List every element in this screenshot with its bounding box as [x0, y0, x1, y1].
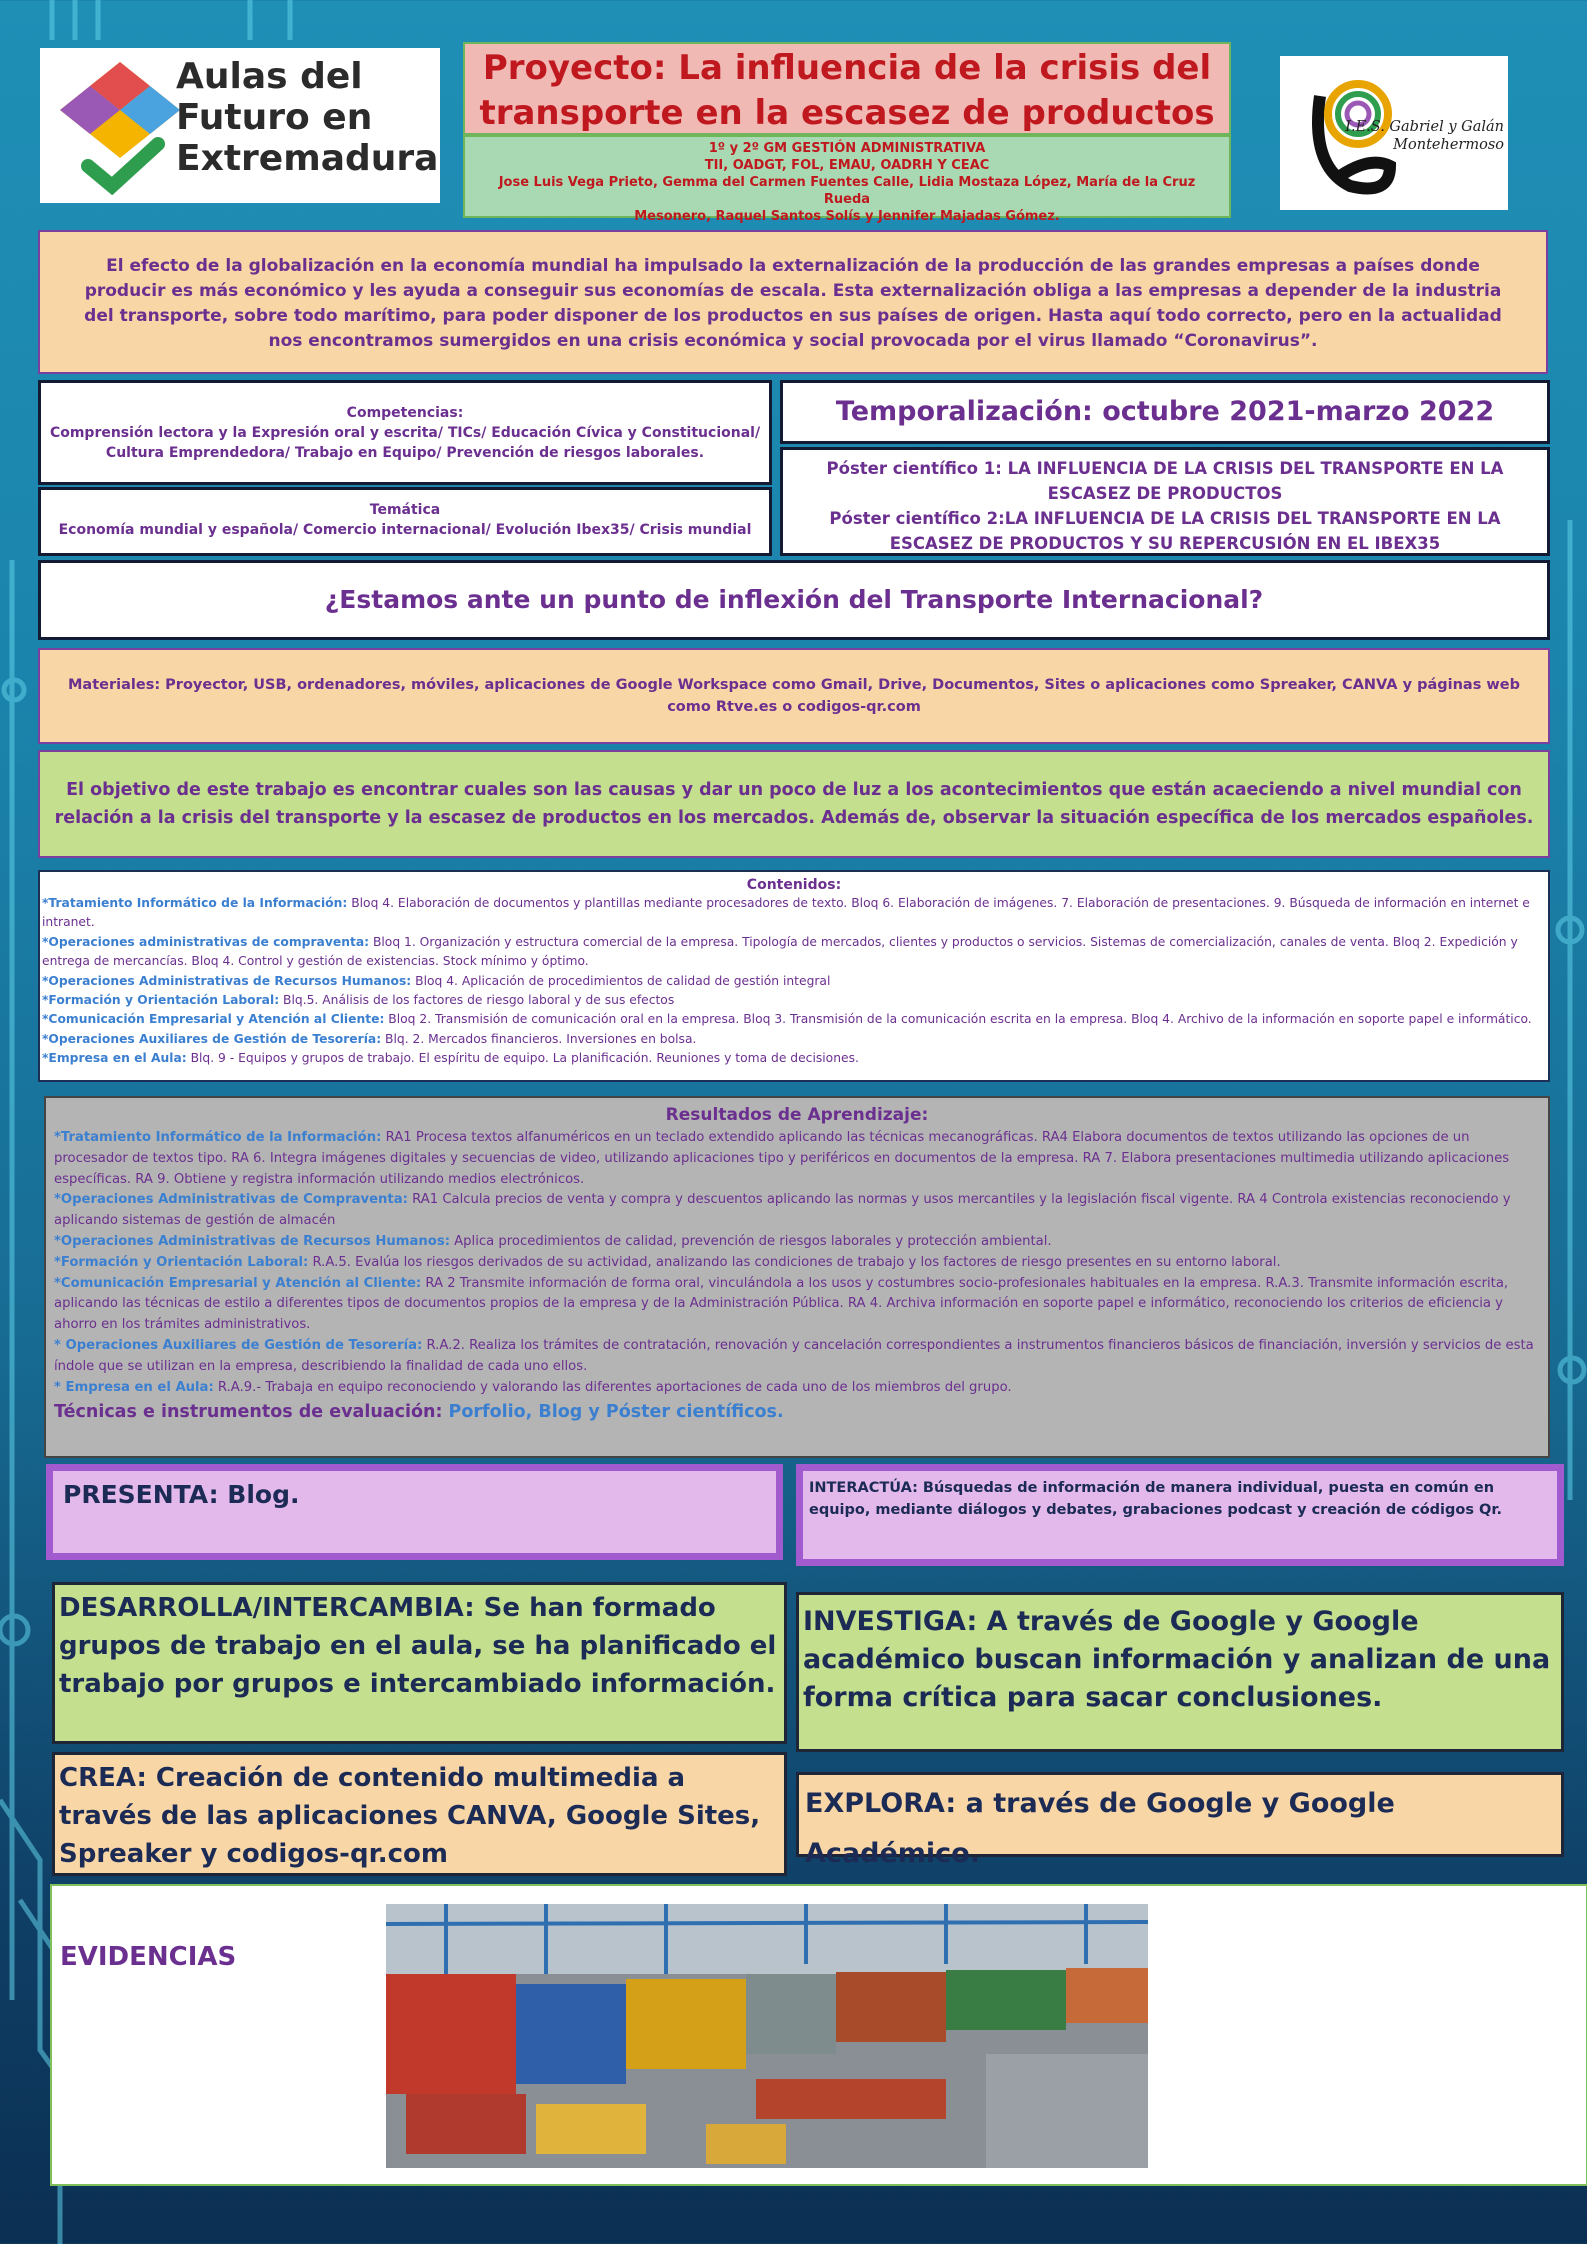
list-item: * Empresa en el Aula: R.A.9.- Trabaja en equipo reconociendo y valorando las diferentes aportaciones de cada uno de los miembros del grupo. [54, 1379, 1012, 1395]
list-item: *Tratamiento Informático de la Información: RA1 Procesa textos alfanuméricos en un teclado extendido aplicando las técnicas mecanográficas. RA4 Elabora documentos de textos utilizando las opciones de un procesador de textos tipo. RA 6. Integra imágenes digitales y secuencias de video, utilizando aplicaciones tipo y periféricos en documentos de la empresa. RA 7. Elabora presentaciones multimedia utilizando aplicaciones específicas. RA 9. Obtiene y registra información utilizando medios electrónicos. [54, 1130, 1510, 1187]
competencias-text: Comprensión lectora y la Expresión oral y escrita/ TICs/ Educación Cívica y Constitucional/ Cultura Emprendedora/ Trabajo en Equipo/ Prevención de riesgos laborales. [49, 425, 761, 461]
project-title-box [463, 42, 1231, 135]
tematica-card [38, 487, 772, 556]
container-port-photo [386, 1904, 1148, 2168]
posters-card [780, 447, 1550, 556]
question-banner [38, 560, 1550, 640]
poster-1-title: Póster científico 1: LA INFLUENCIA DE LA CRISIS DEL TRANSPORTE EN LA ESCASEZ DE PRODUCTOS [826, 459, 1504, 503]
logo-line-1: Aulas del [176, 56, 363, 97]
course-line-2: TII, OADGT, FOL, EMAU, OADRH Y CEAC [704, 158, 990, 173]
list-item: *Operaciones Administrativas de Compraventa: RA1 Calcula precios de venta y compra y descuentos aplicando las normas y usos mercantiles y la legislación fiscal vigente. RA 4 Controla existencias reconociendo y aplicando sistemas de gestión de almacén [54, 1192, 1511, 1229]
list-item: *Operaciones administrativas de compraventa: Bloq 1. Organización y estructura comercial de la empresa. Tipología de mercados, clientes y productos o servicios. Sistemas de comercialización, canales de venta. Bloq 2. Expedición y entrega de mercancías. Bloq 4. Control y gestión de existencias. Stock mínimo y óptimo. [42, 934, 1518, 969]
crea-text: CREA: Creación de contenido multimedia a través de las aplicaciones CANVA, Google Sites, Spreaker y codigos-qr.com [59, 1763, 761, 1869]
logo-line-2: Futuro en [176, 97, 373, 138]
school-town: Montehermoso [1393, 137, 1504, 153]
competencias-card [38, 380, 772, 485]
list-item: *Operaciones Auxiliares de Gestión de Tesorería: Blq. 2. Mercados financieros. Inversiones en bolsa. [42, 1031, 697, 1046]
list-item: *Comunicación Empresarial y Atención al Cliente: Bloq 2. Transmisión de comunicación oral en la empresa. Bloq 3. Transmisión de la comunicación escrita en la empresa. Bloq 4. Archivo de la información en soporte papel e informático. [42, 1012, 1532, 1027]
evidencias-title: EVIDENCIAS [60, 1942, 237, 1972]
intro-text: El efecto de la globalización en la economía mundial ha impulsado la externalización de la producción de las grandes empresas a países donde producir es más económico y les ayuda a conseguir sus economías de escala. Esta externalización obliga a las empresas a depender de la industria del transporte, sobre todo marítimo, para poder disponer de los productos en sus países de origen. Hasta aquí todo correcto, pero en la actualidad nos encontramos sumergidos en una crisis económica y social provocada por el virus llamado “Coronavirus”. [84, 256, 1502, 351]
desarrolla-text: DESARROLLA/INTERCAMBIA: Se han formado grupos de trabajo en el aula, se ha planificado el trabajo por grupos e intercambiado información. [59, 1593, 777, 1699]
materiales-panel [38, 648, 1550, 744]
investiga-block [796, 1592, 1564, 1752]
list-item: *Operaciones Administrativas de Recursos Humanos: Aplica procedimientos de calidad, prevención de riesgos laborales y protección ambiental. [54, 1233, 1052, 1249]
question-text: ¿Estamos ante un punto de inflexión del Transporte Internacional? [324, 585, 1264, 614]
list-item: *Tratamiento Informático de la Información: Bloq 4. Elaboración de documentos y plantillas mediante procesadores de texto. Bloq 6. Elaboración de imágenes. 7. Elaboración de presentaciones. 9. Búsqueda de información en internet e intranet. [42, 896, 1530, 930]
aulas-del-futuro-logo [40, 48, 440, 203]
poster-2-title: Póster científico 2:LA INFLUENCIA DE LA CRISIS DEL TRANSPORTE EN LA ESCASEZ DE PRODUCTOS Y SU REPERCUSIÓN EN EL IBEX35 [829, 509, 1501, 553]
tematica-text: Economía mundial y española/ Comercio internacional/ Evolución Ibex35/ Crisis mundial [58, 522, 752, 538]
title-line-1: Proyecto: La influencia de la crisis del [482, 48, 1212, 88]
explora-block [796, 1772, 1564, 1869]
logo-line-3: Extremadura [176, 138, 439, 179]
resultados-panel [44, 1096, 1550, 1458]
investiga-text: INVESTIGA: A través de Google y Google académico buscan información y analizan de una forma crítica para sacar conclusiones. [803, 1606, 1551, 1713]
authors-box [463, 135, 1231, 224]
interactua-text: INTERACTÚA: Búsquedas de información de manera individual, puesta en común en equipo, mediante diálogos y debates, grabaciones podcast y creación de códigos Qr. [809, 1480, 1502, 1518]
evidencias-panel [50, 1884, 1587, 2186]
resultados-heading: Resultados de Aprendizaje: [665, 1105, 929, 1125]
school-name: I.E.S. Gabriel y Galán [1345, 119, 1504, 135]
list-item: * Operaciones Auxiliares de Gestión de Tesorería: R.A.2. Realiza los trámites de contratación, renovación y cancelación correspondientes a instrumentos financieros básicos de financiación, inversión y servicios de esta índole que se utilizan en la empresa, describiendo la finalidad de cada uno ellos. [54, 1337, 1534, 1374]
explora-text: EXPLORA: a través de Google y Google Académico. [805, 1788, 1395, 1869]
temporalizacion-text: Temporalización: octubre 2021-marzo 2022 [835, 396, 1495, 427]
intro-panel [38, 230, 1548, 374]
presenta-block [46, 1464, 783, 1560]
presenta-text: PRESENTA: Blog. [63, 1480, 300, 1509]
list-item: *Operaciones Administrativas de Recursos Humanos: Bloq 4. Aplicación de procedimientos de calidad de gestión integral [42, 973, 831, 988]
course-line-1: 1º y 2º GM GESTIÓN ADMINISTRATIVA [708, 141, 986, 156]
crea-block [52, 1752, 787, 1876]
competencias-label: Competencias: [346, 405, 464, 421]
materiales-text: Materiales: Proyector, USB, ordenadores, móviles, aplicaciones de Google Workspace como Gmail, Drive, Documentos, Sites o aplicaciones como Spreaker, CANVA y páginas web como Rtve.es o codigos-qr.com [68, 677, 1520, 715]
contenidos-heading: Contenidos: [746, 877, 842, 893]
list-item: *Empresa en el Aula: Blq. 9 - Equipos y grupos de trabajo. El espíritu de equipo. La planificación. Reuniones y toma de decisiones. [42, 1051, 859, 1066]
ies-gabriel-y-galan-logo [1280, 56, 1508, 210]
temporalizacion-card [780, 380, 1550, 444]
authors-line-2: Mesonero, Raquel Santos Solís y Jennifer Majadas Gómez. [634, 209, 1060, 224]
interactua-block [796, 1464, 1564, 1566]
objetivo-panel [38, 750, 1550, 858]
list-item: *Formación y Orientación Laboral: R.A.5. Evalúa los riesgos derivados de su actividad, analizando las condiciones de trabajo y los factores de riesgo presentes en su entorno laboral. [54, 1254, 1281, 1270]
project-title [465, 44, 1229, 138]
tecnicas-evaluacion: Técnicas e instrumentos de evaluación: Porfolio, Blog y Póster científicos. [54, 1402, 784, 1423]
list-item: *Comunicación Empresarial y Atención al Cliente: RA 2 Transmite información de forma oral, vinculándola a los usos y costumbres socio-profesionales habituales en la empresa. R.A.3. Transmite información escrita, aplicando las técnicas de estilo a diferentes tipos de documentos propios de la empresa y de la Administración Pública. RA 4. Archiva información en soporte papel e informático, reconociendo los criterios de eficiencia y ahorro en los trámites administrativos. [54, 1275, 1509, 1333]
title-line-2: transporte en la escasez de productos [479, 93, 1215, 133]
contenidos-panel [38, 870, 1550, 1082]
desarrolla-block [52, 1582, 787, 1744]
objetivo-text: El objetivo de este trabajo es encontrar cuales son las causas y dar un poco de luz a los acontecimientos que están acaeciendo a nivel mundial con relación a la crisis del transporte y la escasez de productos en los mercados. Además de, observar la situación específica de los mercados españoles. [54, 780, 1534, 828]
authors-line-1: Jose Luis Vega Prieto, Gemma del Carmen Fuentes Calle, Lidia Mostaza López, María de la Cruz Rueda [498, 175, 1196, 207]
tematica-label: Temática [369, 502, 441, 518]
list-item: *Formación y Orientación Laboral: Blq.5. Análisis de los factores de riesgo laboral y de sus efectos [42, 993, 675, 1008]
